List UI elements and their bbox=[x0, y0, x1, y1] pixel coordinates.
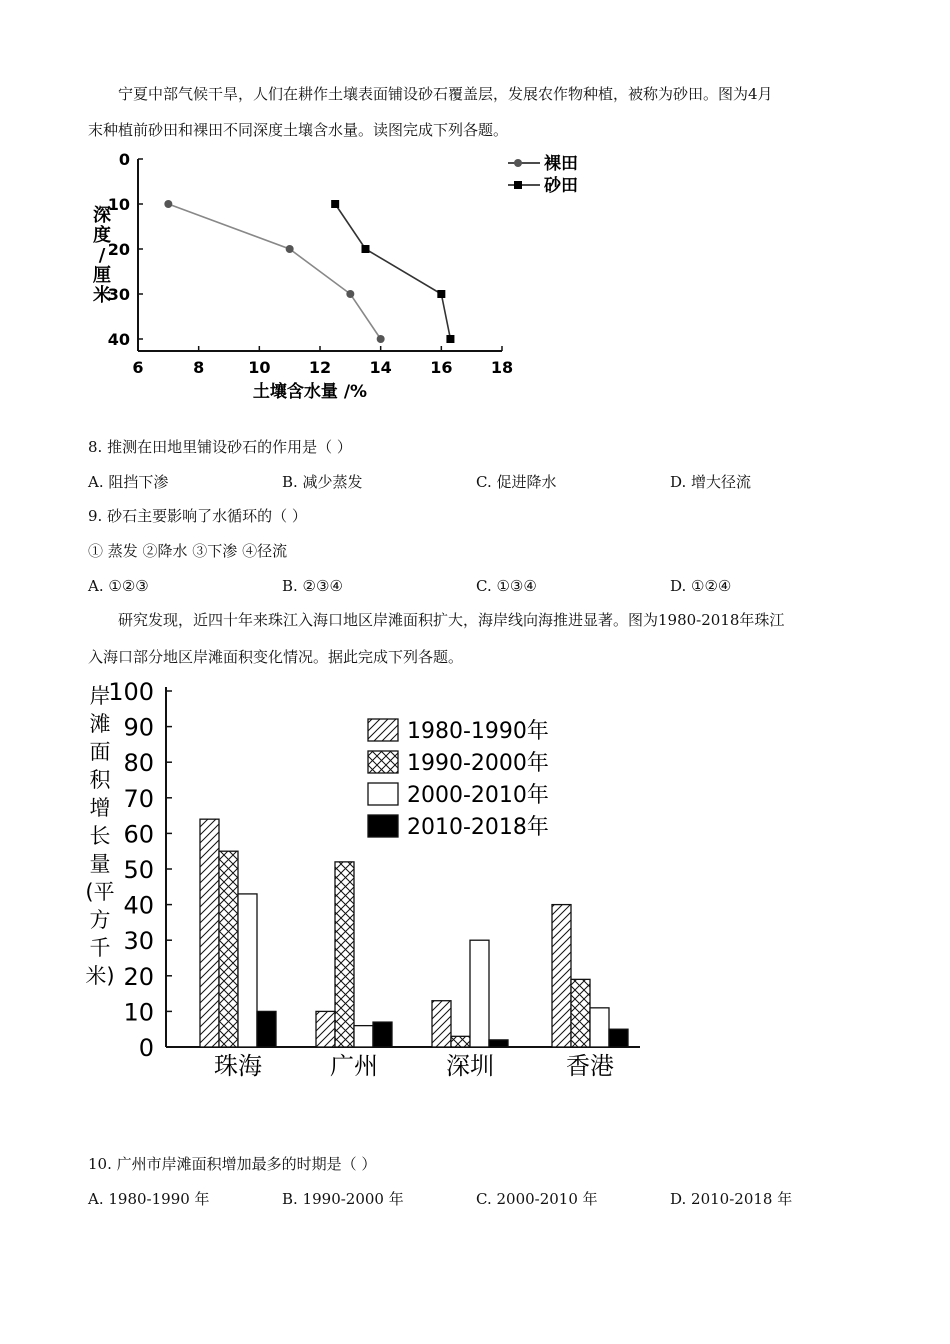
legend-label: 裸田 bbox=[544, 154, 578, 174]
bar bbox=[238, 894, 257, 1047]
soil-moisture-line-chart bbox=[80, 145, 600, 405]
bar bbox=[200, 819, 219, 1047]
category-label: 香港 bbox=[566, 1052, 614, 1080]
y-tick-label: 30 bbox=[107, 285, 130, 304]
y-axis-title-char: 深 bbox=[93, 205, 111, 226]
x-tick-label: 18 bbox=[490, 358, 514, 377]
data-point bbox=[164, 200, 172, 208]
x-tick-label: 6 bbox=[132, 358, 144, 377]
bar bbox=[432, 1001, 451, 1047]
bar bbox=[489, 1040, 508, 1047]
bar bbox=[451, 1036, 470, 1047]
y-tick-label: 10 bbox=[123, 998, 154, 1027]
bar bbox=[609, 1029, 628, 1047]
y-tick-label: 0 bbox=[138, 1034, 154, 1062]
data-point bbox=[346, 290, 354, 298]
category-label: 珠海 bbox=[214, 1052, 262, 1080]
y-tick-label: 10 bbox=[107, 195, 130, 214]
y-tick-label: 0 bbox=[118, 150, 130, 169]
y-tick-label: 30 bbox=[123, 927, 154, 956]
q9-option-d[interactable]: D. ①②④ bbox=[670, 577, 732, 595]
q10-option-d[interactable]: D. 2010-2018 年 bbox=[670, 1190, 793, 1208]
q10-option-a[interactable]: A. 1980-1990 年 bbox=[88, 1190, 210, 1208]
q9-option-c[interactable]: C. ①③④ bbox=[476, 577, 537, 595]
legend-swatch bbox=[368, 815, 398, 837]
y-axis-title-char: 积 bbox=[89, 768, 111, 792]
legend-label: 砂田 bbox=[544, 176, 578, 196]
x-axis-title: 土壤含水量 /% bbox=[252, 382, 368, 402]
legend-swatch bbox=[368, 783, 398, 805]
passage1-line1: 宁夏中部气候干旱，人们在耕作土壤表面铺设砂石覆盖层，发展农作物种植，被称为砂田。图为4月 bbox=[118, 85, 773, 103]
data-point bbox=[331, 200, 339, 208]
bar bbox=[354, 1026, 373, 1047]
y-axis-title-char: 千 bbox=[89, 936, 111, 960]
legend-marker bbox=[514, 181, 522, 189]
q10-option-c[interactable]: C. 2000-2010 年 bbox=[476, 1190, 598, 1208]
bar bbox=[373, 1022, 392, 1047]
q9-option-a[interactable]: A. ①②③ bbox=[88, 577, 149, 595]
passage1-line2: 末种植前砂田和裸田不同深度土壤含水量。读图完成下列各题。 bbox=[88, 121, 509, 139]
legend-label: 1980-1990年 bbox=[407, 719, 549, 744]
bar bbox=[219, 851, 238, 1047]
x-tick-label: 16 bbox=[430, 358, 453, 377]
bar bbox=[571, 979, 590, 1047]
bar bbox=[316, 1011, 335, 1047]
passage2-line1: 研究发现，近四十年来珠江入海口地区岸滩面积扩大，海岸线向海推进显著。图为1980-2018年珠江 bbox=[118, 611, 785, 629]
y-axis-title-char: 增 bbox=[89, 796, 111, 820]
y-tick-label: 100 bbox=[108, 678, 154, 706]
legend-label: 2000-2010年 bbox=[407, 783, 549, 808]
bar bbox=[470, 940, 489, 1047]
q8-option-b[interactable]: B. 减少蒸发 bbox=[282, 473, 363, 491]
y-tick-label: 60 bbox=[123, 820, 154, 849]
bar bbox=[590, 1008, 609, 1047]
q9-items: ① 蒸发 ②降水 ③下渗 ④径流 bbox=[88, 542, 288, 560]
bar bbox=[552, 905, 571, 1047]
q9-stem: 9. 砂石主要影响了水循环的（ ） bbox=[88, 507, 307, 525]
data-point bbox=[286, 245, 294, 253]
y-axis-title-char: 岸 bbox=[89, 684, 111, 708]
q8-option-c[interactable]: C. 促进降水 bbox=[476, 473, 557, 491]
y-axis-title-char: 长 bbox=[89, 824, 111, 848]
y-axis-title-char: 米 bbox=[93, 285, 111, 306]
y-tick-label: 80 bbox=[123, 749, 154, 778]
y-axis-title-char: 方 bbox=[89, 908, 111, 932]
q8-option-a[interactable]: A. 阻挡下渗 bbox=[88, 473, 169, 491]
series-line-1 bbox=[335, 204, 450, 339]
y-tick-label: 90 bbox=[123, 713, 154, 742]
category-label: 深圳 bbox=[446, 1052, 494, 1080]
y-axis-title-char: 米) bbox=[85, 964, 115, 988]
data-point bbox=[377, 335, 385, 343]
q9-option-b[interactable]: B. ②③④ bbox=[282, 577, 343, 595]
x-tick-label: 8 bbox=[193, 358, 205, 377]
beach-area-bar-chart bbox=[80, 675, 660, 1085]
legend-swatch bbox=[368, 719, 398, 741]
y-tick-label: 70 bbox=[123, 784, 154, 813]
y-axis-title-char: (平 bbox=[85, 880, 115, 904]
data-point bbox=[446, 335, 454, 343]
x-tick-label: 10 bbox=[248, 358, 271, 377]
bar bbox=[257, 1011, 276, 1047]
y-axis-title-char: 量 bbox=[89, 852, 111, 876]
legend-marker bbox=[514, 159, 522, 167]
legend-swatch bbox=[368, 751, 398, 773]
q8-stem: 8. 推测在田地里铺设砂石的作用是（ ） bbox=[88, 438, 352, 456]
legend-label: 1990-2000年 bbox=[407, 751, 549, 776]
q10-option-b[interactable]: B. 1990-2000 年 bbox=[282, 1190, 404, 1208]
q8-option-d[interactable]: D. 增大径流 bbox=[670, 473, 752, 491]
y-axis-title-char: 面 bbox=[89, 740, 111, 764]
data-point bbox=[362, 245, 370, 253]
data-point bbox=[437, 290, 445, 298]
category-label: 广州 bbox=[330, 1052, 378, 1080]
y-tick-label: 20 bbox=[123, 962, 154, 991]
y-tick-label: 40 bbox=[107, 330, 130, 349]
legend-label: 2010-2018年 bbox=[407, 815, 549, 840]
passage2-line2: 入海口部分地区岸滩面积变化情况。据此完成下列各题。 bbox=[88, 648, 464, 666]
y-axis-title-char: 度 bbox=[93, 225, 111, 246]
bar bbox=[335, 862, 354, 1047]
y-tick-label: 20 bbox=[107, 240, 130, 259]
y-axis-title-char: / bbox=[98, 245, 106, 266]
y-axis-title-char: 厘 bbox=[93, 265, 111, 286]
x-tick-label: 14 bbox=[369, 358, 392, 377]
q10-stem: 10. 广州市岸滩面积增加最多的时期是（ ） bbox=[88, 1155, 377, 1173]
x-tick-label: 12 bbox=[308, 358, 332, 377]
y-tick-label: 50 bbox=[123, 856, 154, 884]
y-axis-title-char: 滩 bbox=[89, 712, 111, 736]
y-tick-label: 40 bbox=[123, 891, 154, 920]
